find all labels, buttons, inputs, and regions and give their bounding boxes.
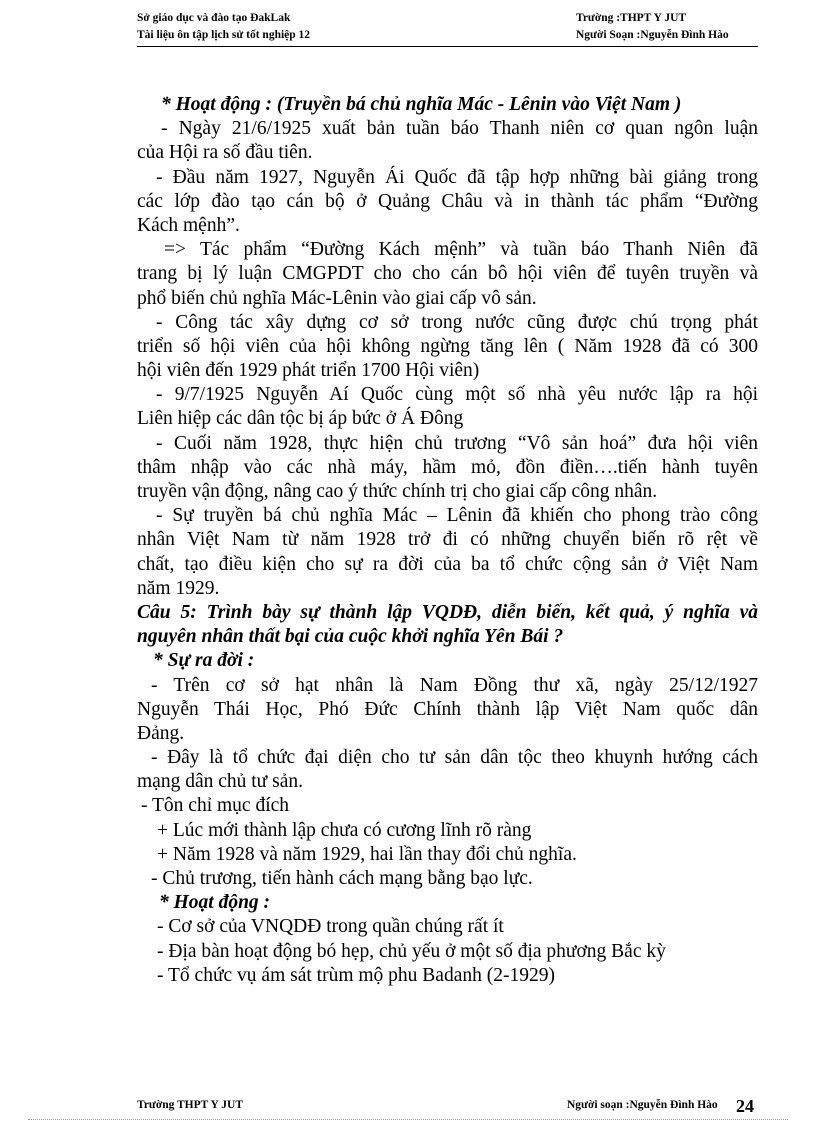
question-heading: Câu 5: Trình bày sự thành lập VQDĐ, diễn biến, kết quả, ý nghĩa và (137, 601, 758, 623)
section-heading-activity: * Hoạt động : (Truyền bá chủ nghĩa Mác - Lênin vào Việt Nam ) (161, 94, 682, 115)
paragraph-line: Kách mệnh”. (137, 214, 240, 236)
paragraph-line: - Đây là tổ chức đại diện cho tư sản dân tộc theo khuynh hướng cách (151, 747, 758, 769)
paragraph-line: - Đầu năm 1927, Nguyễn Ái Quốc đã tập hợp những bài giảng trong (156, 166, 758, 188)
page-number: 24 (736, 1096, 754, 1116)
header-left (137, 10, 310, 44)
paragraph-line: - Chủ trương, tiến hành cách mạng bằng bạo lực. (151, 868, 533, 889)
paragraph-line: triển số hội viên của hội không ngừng tăng lên ( Năm 1928 đã có 300 (137, 335, 758, 357)
paragraph-line: - Công tác xây dựng cơ sở trong nước cũng được chú trọng phát (156, 311, 758, 333)
header-school: Trường :THPT Y JUT (576, 12, 687, 24)
header-right (576, 10, 729, 44)
paragraph-line: + Năm 1928 và năm 1929, hai lần thay đổi chủ nghĩa. (157, 843, 577, 865)
paragraph-line: - Ngày 21/6/1925 xuất bản tuần báo Thanh niên cơ quan ngôn luận (161, 118, 758, 140)
paragraph-line: của Hội ra số đầu tiên. (137, 142, 313, 164)
paragraph-line: Nguyễn Thái Học, Phó Đức Chính thành lập Việt Nam quốc dân (137, 698, 758, 720)
paragraph-line: hội viên đến 1929 phát triển 1700 Hội viên) (137, 360, 480, 382)
paragraph-line: + Lúc mới thành lập chưa có cương lĩnh rõ ràng (157, 819, 532, 841)
paragraph-line: chất, tạo điều kiện cho sự ra đời của ba tổ chức cộng sản ở Việt Nam (137, 553, 758, 575)
paragraph-line: - 9/7/1925 Nguyễn Aí Quốc cùng một số nhà yêu nước lập ra hội (156, 384, 758, 406)
paragraph-line: - Tổ chức vụ ám sát trùm mộ phu Badanh (2-1929) (157, 964, 555, 986)
header-author: Người Soạn :Nguyễn Đình Hào (576, 29, 729, 41)
document-body (137, 93, 758, 988)
paragraph-line: => Tác phẩm “Đường Kách mệnh” và tuần báo Thanh Niên đã (164, 239, 758, 261)
section-heading-activity: * Hoạt động : (159, 892, 271, 914)
paragraph-line: - Cơ sở của VNQDĐ trong quần chúng rất ít (157, 916, 504, 938)
footer-author: Người soạn :Nguyễn Đình Hào (567, 1099, 718, 1111)
paragraph-line: truyền vận động, nâng cao ý thức chính trị cho giai cấp công nhân. (137, 481, 658, 502)
paragraph-line: - Trên cơ sở hạt nhân là Nam Đồng thư xã, ngày 25/12/1927 (151, 674, 758, 696)
paragraph-line: mạng dân chủ tư sản. (137, 771, 303, 793)
paragraph-line: - Sự truyền bá chủ nghĩa Mác – Lênin đã khiến cho phong trào công (156, 505, 758, 527)
paragraph-line: phổ biến chủ nghĩa Mác-Lênin vào giai cấp vô sản. (137, 287, 537, 309)
header-document-title: Tài liệu ôn tập lịch sử tốt nghiệp 12 (137, 29, 311, 41)
footer-school: Trường THPT Y JUT (137, 1099, 244, 1111)
paragraph-line: - Tôn chỉ mục đích (141, 795, 290, 817)
paragraph-line: thâm nhập vào các nhà máy, hầm mỏ, đồn điền….tiến hành tuyên (137, 456, 758, 478)
question-heading: nguyên nhân thất bại của cuộc khởi nghĩa Yên Bái ? (137, 626, 564, 648)
header-department: Sở giáo dục và đào tạo ĐakLak (137, 12, 291, 24)
paragraph-line: các lớp đào tạo cán bộ ở Quảng Châu và in thành tác phẩm “Đường (137, 190, 758, 212)
paragraph-line: Liên hiệp các dân tộc bị áp bức ở Á Đông (137, 408, 464, 430)
paragraph-line: - Địa bàn hoạt động bó hẹp, chủ yếu ở một số địa phương Bắc kỳ (157, 940, 666, 962)
paragraph-line: - Cuối năm 1928, thực hiện chủ trương “Vô sản hoá” đưa hội viên (156, 432, 758, 454)
section-heading-origin: * Sự ra đời : (153, 650, 255, 672)
footer-divider (28, 1119, 788, 1120)
header-divider (137, 46, 758, 47)
paragraph-line: trang bị lý luận CMGPDT cho cho cán bô hội viên để tuyên truyền và (137, 263, 758, 285)
paragraph-line: nhân Việt Nam từ năm 1928 trở đi có những chuyển biến rõ rệt về (137, 529, 758, 551)
paragraph-line: năm 1929. (137, 577, 220, 599)
paragraph-line: Đảng. (137, 722, 185, 744)
